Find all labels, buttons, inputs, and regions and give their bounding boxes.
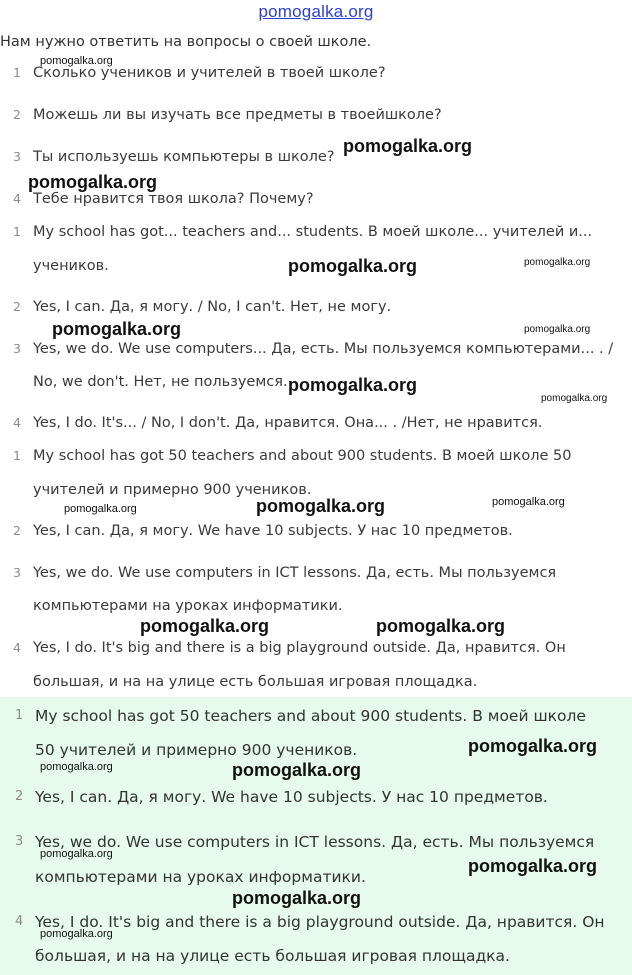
- watermark: pomogalka.org: [232, 760, 362, 780]
- question-number: 2: [13, 107, 21, 122]
- answer-line: Yes, we do. We use computers in ICT lessons. Да, есть. Мы пользуемся: [33, 565, 557, 581]
- template-number: 3: [13, 341, 21, 356]
- watermark: pomogalka.org: [40, 848, 113, 860]
- watermark: pomogalka.org: [343, 136, 473, 156]
- question-text: Можешь ли вы изучать все предметы в твоейшколе?: [33, 107, 442, 123]
- template-number: 4: [13, 415, 21, 430]
- watermark: pomogalka.org: [28, 172, 158, 192]
- final-answer-line: Yes, I do. It's big and there is a big playground outside. Да, нравится. Он: [35, 913, 605, 931]
- final-answer-number: 1: [15, 708, 24, 723]
- answer-number: 1: [13, 448, 21, 463]
- answer-number: 4: [13, 640, 21, 655]
- watermark: pomogalka.org: [468, 736, 598, 756]
- question-number: 4: [13, 191, 21, 206]
- answer-line: Yes, I can. Да, я могу. We have 10 subjects. У нас 10 предметов.: [33, 523, 513, 539]
- answer-line: My school has got 50 teachers and about 900 students. В моей школе 50: [33, 448, 572, 464]
- watermark: pomogalka.org: [140, 616, 270, 636]
- watermark: pomogalka.org: [40, 928, 113, 940]
- watermark: pomogalka.org: [288, 375, 418, 395]
- final-answer-line: My school has got 50 teachers and about 900 students. В моей школе: [35, 707, 586, 725]
- watermark: pomogalka.org: [288, 256, 418, 276]
- answer-line: большая, и на на улице есть большая игровая площадка.: [33, 674, 478, 690]
- final-answer-line: компьютерами на уроках информатики.: [35, 868, 366, 886]
- template-line: Yes, we do. We use computers... Да, есть. Мы пользуемся компьютерами... . /: [33, 341, 614, 357]
- template-line: учеников.: [33, 258, 109, 274]
- question-text: Сколько учеников и учителей в твоей школе?: [33, 65, 386, 81]
- watermark: pomogalka.org: [40, 761, 113, 773]
- answer-number: 2: [13, 523, 21, 538]
- watermark: pomogalka.org: [468, 856, 598, 876]
- watermark: pomogalka.org: [256, 496, 386, 516]
- template-number: 2: [13, 299, 21, 314]
- question-text: Ты используешь компьютеры в школе?: [33, 149, 335, 165]
- question-number: 3: [13, 149, 21, 164]
- final-answer-line: 50 учителей и примерно 900 учеников.: [35, 741, 358, 759]
- watermark: pomogalka.org: [64, 503, 137, 515]
- watermark: pomogalka.org: [376, 616, 506, 636]
- answer-number: 3: [13, 565, 21, 580]
- watermark: pomogalka.org: [52, 319, 182, 339]
- question-number: 1: [13, 65, 21, 80]
- template-line: No, we don't. Нет, не пользуемся.: [33, 374, 288, 390]
- watermark: pomogalka.org: [232, 888, 362, 908]
- watermark: pomogalka.org: [524, 257, 591, 268]
- final-answer-line: Yes, we do. We use computers in ICT lessons. Да, есть. Мы пользуемся: [35, 833, 595, 851]
- site-link[interactable]: pomogalka.org: [258, 2, 374, 21]
- template-line: Yes, I do. It's... / No, I don't. Да, нравится. Она... . /Нет, не нравится.: [33, 415, 543, 431]
- answer-line: учителей и примерно 900 учеников.: [33, 482, 312, 498]
- final-answer-line: большая, и на на улице есть большая игровая площадка.: [35, 947, 510, 965]
- question-text: Тебе нравится твоя школа? Почему?: [33, 191, 314, 207]
- intro-text: Нам нужно ответить на вопросы о своей школе.: [0, 34, 372, 50]
- watermark: pomogalka.org: [541, 393, 608, 404]
- template-line: Yes, I can. Да, я могу. / No, I can't. Нет, не могу.: [33, 299, 392, 315]
- watermark: pomogalka.org: [524, 324, 591, 335]
- final-answer-number: 3: [15, 834, 24, 849]
- answer-line: Yes, I do. It's big and there is a big playground outside. Да, нравится. Он: [33, 640, 566, 656]
- answer-line: компьютерами на уроках информатики.: [33, 598, 343, 614]
- template-number: 1: [13, 224, 21, 239]
- final-answer-number: 4: [15, 914, 24, 929]
- final-answer-line: Yes, I can. Да, я могу. We have 10 subjects. У нас 10 предметов.: [35, 788, 548, 806]
- watermark: pomogalka.org: [40, 55, 113, 67]
- final-answer-number: 2: [15, 789, 24, 804]
- watermark: pomogalka.org: [492, 496, 565, 508]
- template-line: My school has got... teachers and... students. В моей школе... учителей и...: [33, 224, 593, 240]
